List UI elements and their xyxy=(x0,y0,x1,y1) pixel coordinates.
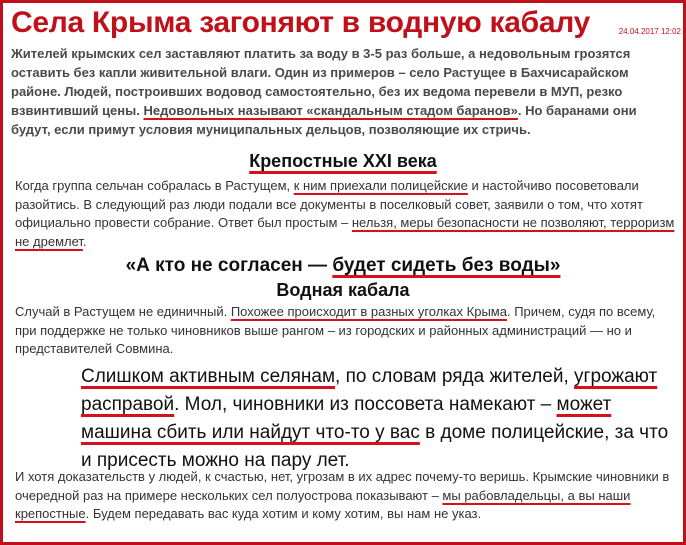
section-paragraph-1 xyxy=(15,177,679,251)
closing-text-1: И хотя доказательств у людей, к счастью, нет, угрозам в их адрес почему-то веришь. Крымские чиновники в очередной раз на примере нескольких сел полуострова показывают – xyxy=(15,469,670,503)
para1-text-1: Когда группа сельчан собралась в Растущем, xyxy=(15,178,294,193)
quote-text-2: . Мол, чиновники из поссовета намекают – xyxy=(174,394,557,415)
section-heading-serfs-text: Крепостные XXI века xyxy=(249,151,437,171)
para2-text-1: Случай в Растущем не единичный. xyxy=(15,304,231,319)
lead-text-2: . Но баранами они будут, если примут условия муниципальных дельцов, позволяющие их стричь. xyxy=(11,103,637,137)
para2-text-2: . Причем, судя по всему, при поддержке не только чиновников выше рангом – из городских и районных администраций — но и представителей Совмина. xyxy=(15,304,656,356)
closing-text-2: . Будем передавать вас куда хотим и кому хотим, вы нам не указ. xyxy=(85,506,482,521)
section-heading-quote-highlight: будет сидеть без воды» xyxy=(332,255,561,276)
para1-text-2: и настойчиво посоветовали разойтись. В следующий раз люди подали все документы в поселковый совет, заявили о том, что хотят официально провести собрание. Ответ был простым – xyxy=(15,178,643,230)
closing-paragraph xyxy=(15,468,679,524)
section-heading-quote-text: «А кто не согласен — xyxy=(125,255,333,276)
lead-highlight: Недовольных называют «скандальным стадом баранов» xyxy=(143,103,518,118)
article-title: Села Крыма загоняют в водную кабалу xyxy=(11,6,590,39)
article-lead xyxy=(11,44,679,139)
quote-highlight-3: может машина сбить или найдут что-то у вас xyxy=(81,394,612,443)
para1-text-3: . xyxy=(82,233,87,249)
publish-date: 24.04.2017 12:02 xyxy=(618,27,681,36)
quote-text-1: , по словам ряда жителей, xyxy=(335,366,575,387)
title-row xyxy=(11,5,683,43)
highlighted-quote xyxy=(81,363,671,475)
section-paragraph-2 xyxy=(15,303,679,359)
section-heading-quote xyxy=(3,253,683,279)
quote-text-3: в доме полицейские, за что и присесть можно на пару лет. xyxy=(81,422,669,471)
para1-highlight-2: нельзя, меры безопасности не позволяют, терроризм не дремлет xyxy=(15,215,675,249)
quote-highlight-1: Слишком активным селянам xyxy=(81,366,336,387)
section-heading-serfs xyxy=(3,148,683,174)
closing-highlight: мы рабовладельцы, а вы наши крепостные xyxy=(15,487,631,521)
para2-highlight: Похожее происходит в разных уголках Крыма xyxy=(230,304,507,319)
lead-text-1: Жителей крымских сел заставляют платить за воду в 3-5 раз больше, а недовольным грозятся оставить без капли живительной влаги. Один из примеров – село Растущее в Бахчисарайском районе. Людей, построивших водовод самостоятельно, без их ведома перевели в МУП, резко взвинтивший цены. xyxy=(11,46,631,118)
quote-highlight-2: угрожают расправой xyxy=(81,366,658,415)
section-subheading-water: Водная кабала xyxy=(276,280,410,300)
para1-highlight-1: к ним приехали полицейские xyxy=(293,178,468,193)
